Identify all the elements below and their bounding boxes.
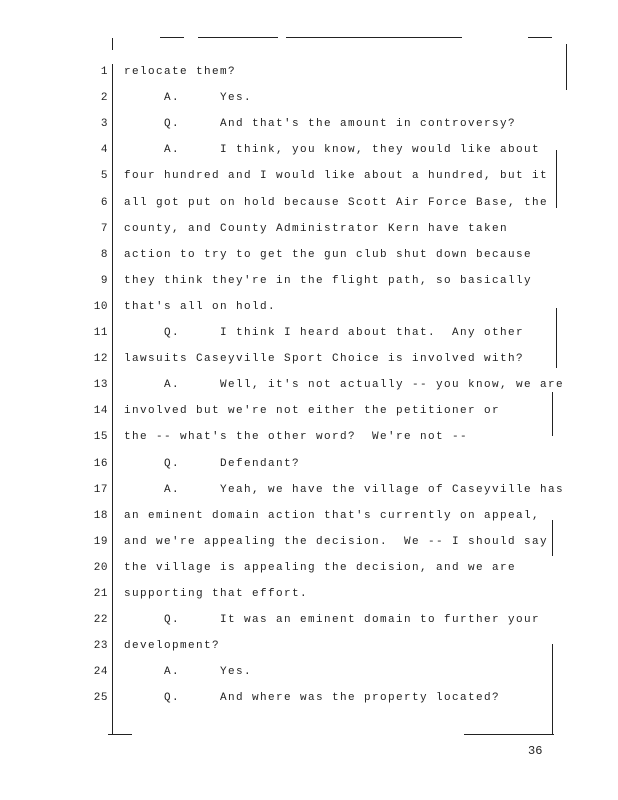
right-margin-line xyxy=(552,644,553,734)
right-margin-line xyxy=(556,308,557,368)
line-number: 8 xyxy=(100,248,108,261)
transcript-line: county, and County Administrator Kern have taken xyxy=(124,222,509,235)
transcript-line: Q. And that's the amount in controversy? xyxy=(124,118,517,131)
line-number: 24 xyxy=(93,666,108,679)
transcript-line: A. Yes. xyxy=(124,666,253,679)
line-number: 11 xyxy=(93,327,108,339)
transcript-line: lawsuits Caseyville Sport Choice is involved with? xyxy=(124,353,525,366)
transcript-line: the -- what's the other word? We're not -- xyxy=(124,431,469,444)
line-number: 9 xyxy=(100,274,108,287)
left-margin-line xyxy=(112,38,113,50)
right-margin-line xyxy=(556,150,557,208)
transcript-line: and we're appealing the decision. We -- I should say xyxy=(124,535,549,548)
right-margin-line xyxy=(552,392,553,436)
line-number: 14 xyxy=(93,405,108,418)
line-number: 5 xyxy=(100,170,108,183)
header-rule xyxy=(198,37,278,38)
line-number: 23 xyxy=(93,640,108,653)
left-margin-line xyxy=(112,64,113,734)
right-margin-line xyxy=(566,44,567,90)
line-number: 1 xyxy=(100,66,108,78)
transcript-line: that's all on hold. xyxy=(124,300,277,313)
transcript-line: A. Yeah, we have the village of Caseyville has xyxy=(124,483,565,496)
header-rule xyxy=(286,37,462,38)
transcript-line: Q. I think I heard about that. Any other xyxy=(124,327,525,339)
right-margin-line xyxy=(552,520,553,556)
transcript-line: action to try to get the gun club shut down because xyxy=(124,248,533,261)
line-number: 25 xyxy=(93,692,108,705)
line-number: 10 xyxy=(93,300,108,313)
line-number: 22 xyxy=(93,614,108,627)
transcript-line: all got put on hold because Scott Air Force Base, the xyxy=(124,196,549,209)
transcript-line: involved but we're not either the petitioner or xyxy=(124,405,501,418)
line-number: 21 xyxy=(93,588,108,600)
line-number: 12 xyxy=(93,353,108,366)
transcript-line: A. I think, you know, they would like about xyxy=(124,144,541,157)
transcript-line: development? xyxy=(124,640,221,653)
line-number: 4 xyxy=(100,144,108,157)
transcript-line: Q. It was an eminent domain to further your xyxy=(124,614,541,627)
footer-rule xyxy=(108,734,132,735)
transcript-line: supporting that effort. xyxy=(124,588,309,600)
line-number: 20 xyxy=(93,561,108,574)
line-number: 3 xyxy=(100,118,108,131)
line-number: 7 xyxy=(100,222,108,235)
transcript-line: A. Well, it's not actually -- you know, we are xyxy=(124,379,565,392)
header-rule xyxy=(160,37,184,38)
line-number: 13 xyxy=(93,379,108,392)
line-number: 15 xyxy=(93,431,108,444)
line-number: 19 xyxy=(93,535,108,548)
line-number: 17 xyxy=(93,483,108,496)
transcript-line: the village is appealing the decision, and we are xyxy=(124,561,517,574)
page-number: 36 xyxy=(528,744,543,758)
transcript-line: an eminent domain action that's currently on appeal, xyxy=(124,509,541,522)
transcript-line: they think they're in the flight path, so basically xyxy=(124,274,533,287)
transcript-line: Q. Defendant? xyxy=(124,457,301,470)
header-rule xyxy=(528,37,552,38)
line-number: 2 xyxy=(100,92,108,105)
footer-rule xyxy=(464,734,554,735)
transcript-line: Q. And where was the property located? xyxy=(124,692,501,705)
transcript-line: A. Yes. xyxy=(124,92,253,105)
line-number: 16 xyxy=(93,457,108,470)
transcript-line: relocate them? xyxy=(124,66,237,78)
line-number: 18 xyxy=(93,509,108,522)
line-number: 6 xyxy=(100,196,108,209)
transcript-line: four hundred and I would like about a hundred, but it xyxy=(124,170,549,183)
